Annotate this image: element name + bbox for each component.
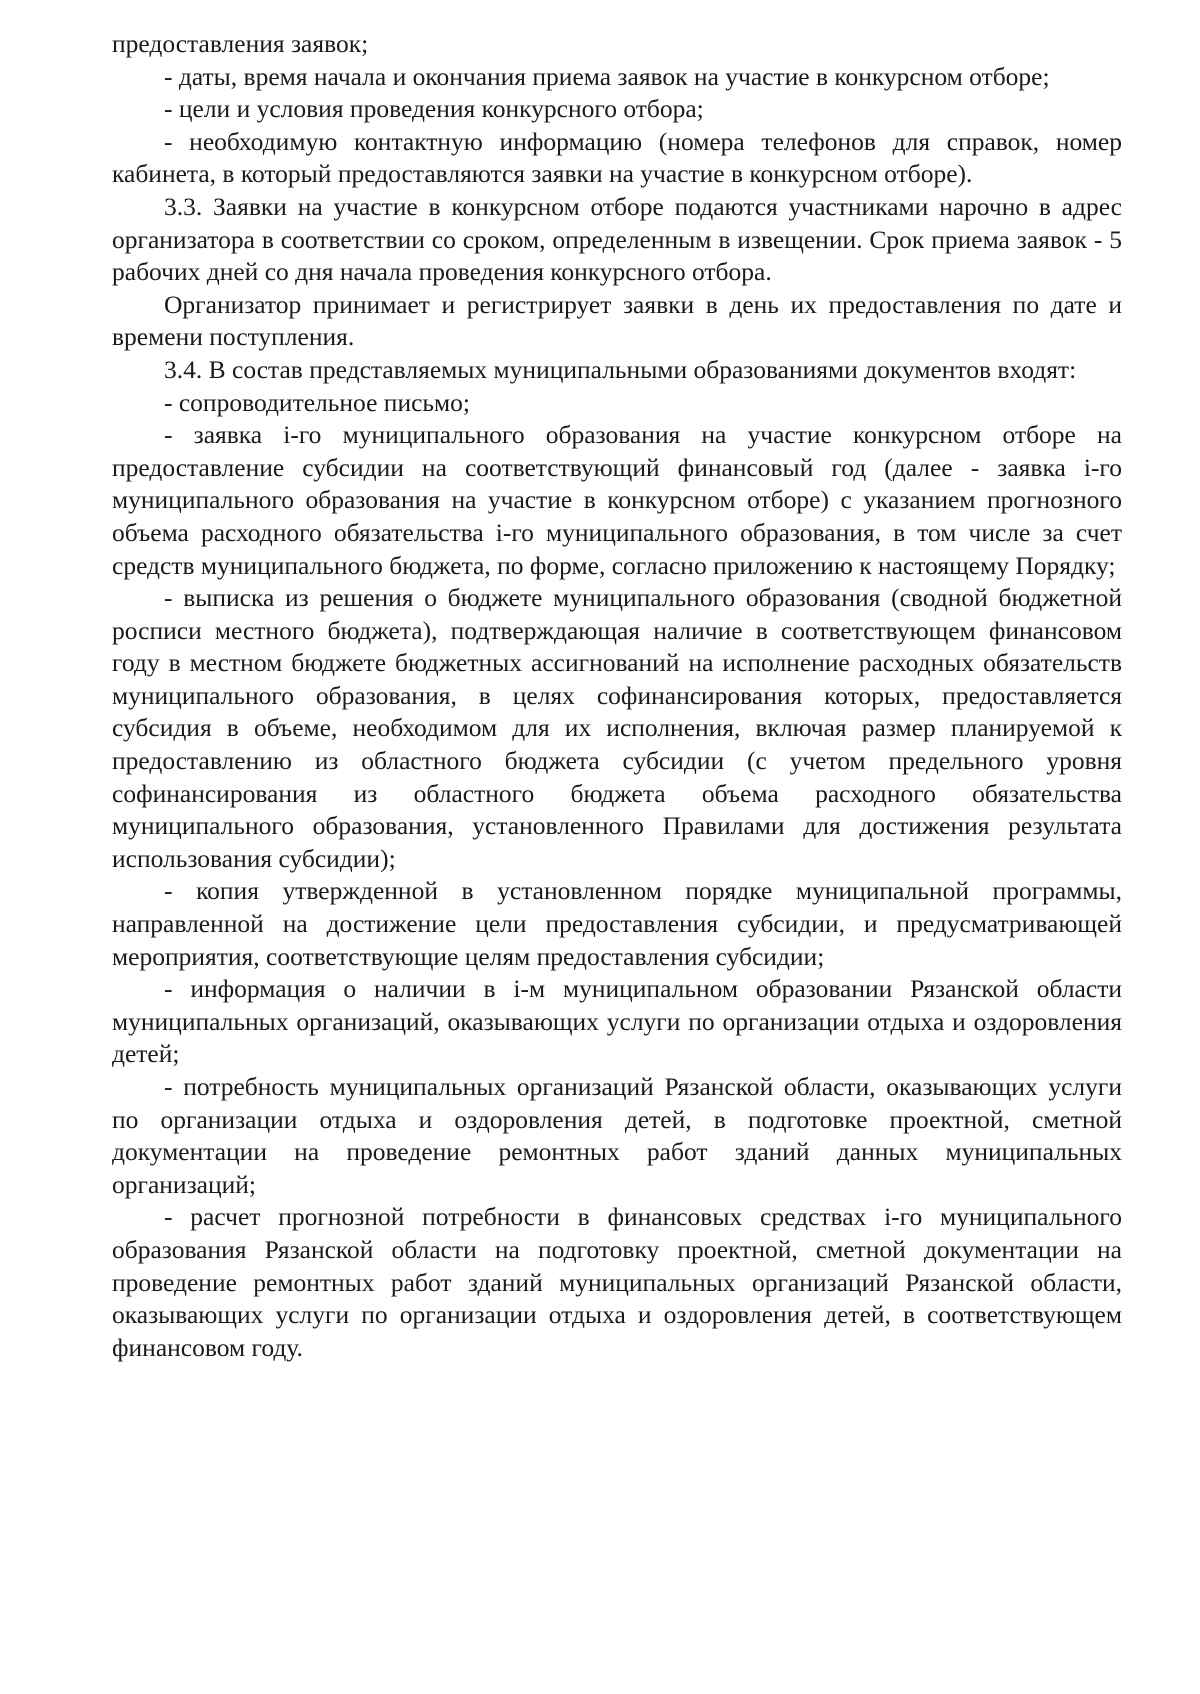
- paragraph-11: - копия утвержденной в установленном порядке муниципальной программы, направленной на достижение цели предоставления субсидии, и предусматривающей мероприятия, соответствующие целям предоставления субсидии;: [112, 876, 1122, 971]
- paragraph-5: 3.3. Заявки на участие в конкурсном отборе подаются участниками нарочно в адрес организатора в соответствии со сроком, определенным в извещении. Срок приема заявок - 5 рабочих дней со дня начала проведения конкурсного отбора.: [112, 191, 1122, 287]
- paragraph-2: - даты, время начала и окончания приема заявок на участие в конкурсном отборе;: [164, 61, 1050, 91]
- paragraph-10: - выписка из решения о бюджете муниципального образования (сводной бюджетной росписи местного бюджета), подтверждающая наличие в соответствующем финансовом году в местном бюджете бюджетных ассигнований на исполнение расходных обязательств муниципального образования, в целях софинансирования которых, предоставляется субсидия в объеме, необходимом для их исполнения, включая размер планируемой к предоставлению из областного бюджета субсидии (с учетом предельного уровня софинансирования из областного бюджета объема расходного обязательства муниципального образования, установленного Правилами для достижения результата использования субсидии);: [112, 583, 1122, 873]
- paragraph-8: - сопроводительное письмо;: [164, 387, 471, 417]
- paragraph-6: Организатор принимает и регистрирует заявки в день их предоставления по дате и времени поступления.: [112, 289, 1122, 352]
- paragraph-7: 3.4. В состав представляемых муниципальными образованиями документов входят:: [164, 354, 1077, 384]
- paragraph-1: предоставления заявок;: [112, 29, 369, 58]
- paragraph-13: - потребность муниципальных организаций Рязанской области, оказывающих услуги по организации отдыха и оздоровления детей, в подготовке проектной, сметной документации на проведение ремонтных работ зданий данных муниципальных организаций;: [112, 1072, 1122, 1199]
- paragraph-4: - необходимую контактную информацию (номера телефонов для справок, номер кабинета, в который предоставляются заявки на участие в конкурсном отборе).: [112, 126, 1122, 189]
- document-body: [112, 28, 1122, 1364]
- paragraph-9: - заявка i-го муниципального образования на участие конкурсном отборе на предоставление субсидии на соответствующий финансовый год (далее - заявка i-го муниципального образования на участие в конкурсном отборе) с указанием прогнозного объема расходного обязательства i-го муниципального образования, в том числе за счет средств муниципального бюджета, по форме, согласно приложению к настоящему Порядку;: [112, 420, 1122, 580]
- paragraph-3: - цели и условия проведения конкурсного отбора;: [164, 94, 704, 124]
- paragraph-12: - информация о наличии в i-м муниципальном образовании Рязанской области муниципальных организаций, оказывающих услуги по организации отдыха и оздоровления детей;: [112, 974, 1122, 1069]
- paragraph-14: - расчет прогнозной потребности в финансовых средствах i-го муниципального образования Рязанской области на подготовку проектной, сметной документации на проведение ремонтных работ зданий муниципальных организаций Рязанской области, оказывающих услуги по организации отдыха и оздоровления детей, в соответствующем финансовом году.: [112, 1202, 1122, 1362]
